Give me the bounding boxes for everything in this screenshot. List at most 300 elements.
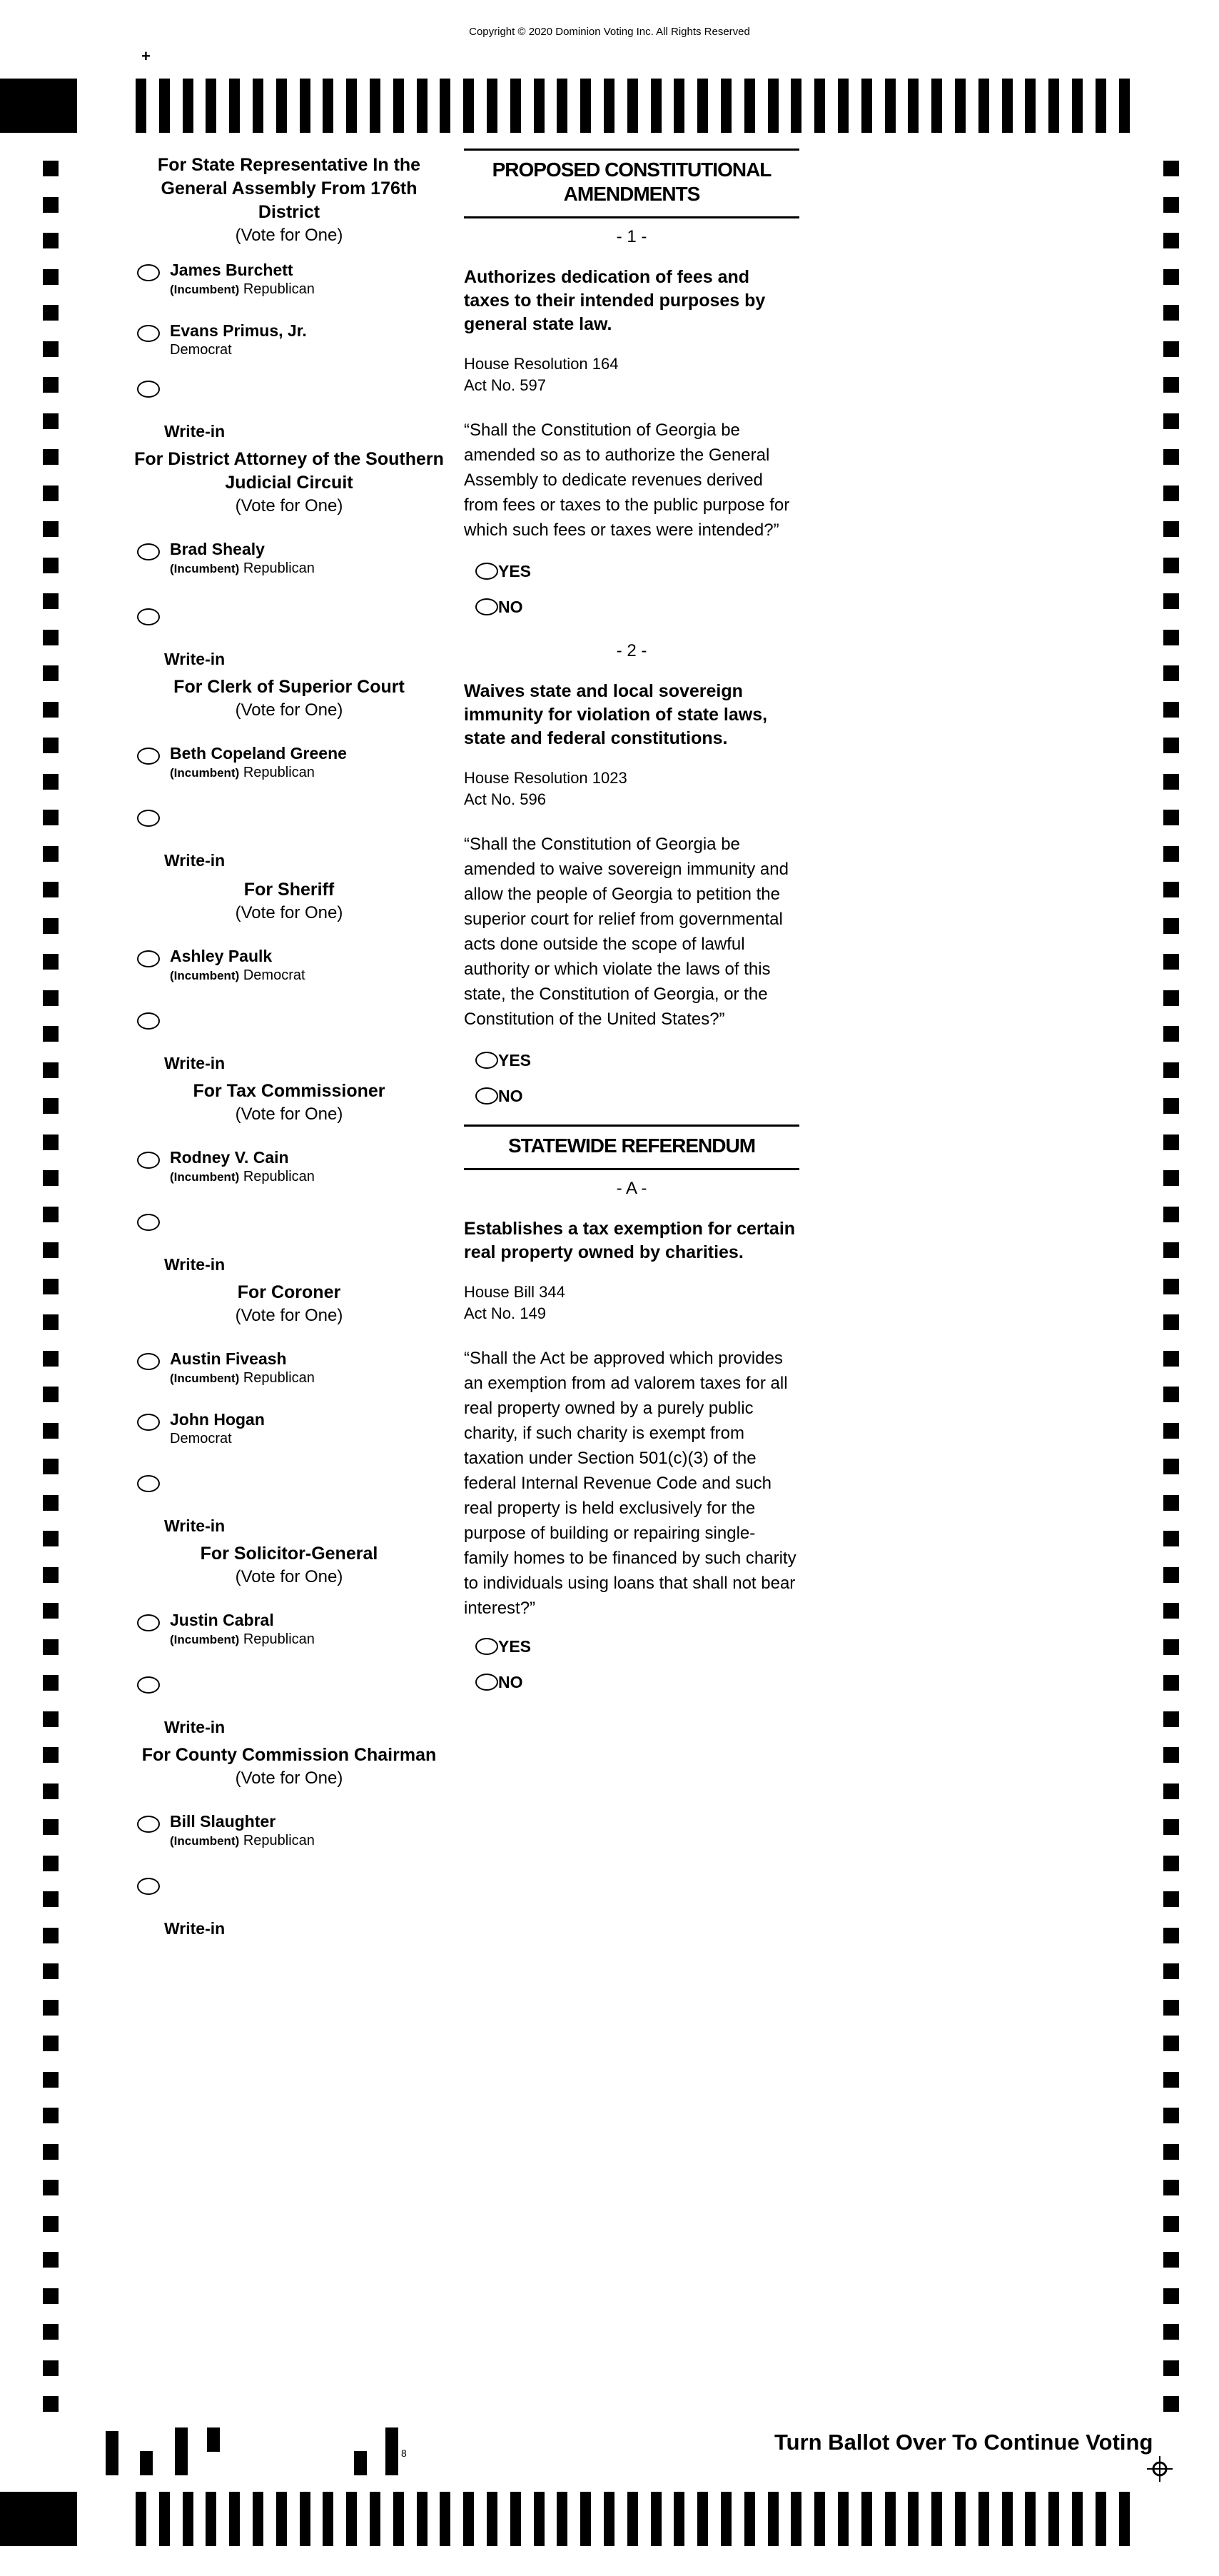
side-timing-mark [1163,1856,1179,1871]
vote-bubble[interactable] [137,1676,160,1694]
side-timing-mark [43,1639,59,1655]
vote-bubble[interactable] [137,1152,160,1169]
side-timing-mark [1163,1314,1179,1330]
timing-mark [931,2492,942,2546]
write-in-option[interactable] [128,605,450,668]
candidate-option[interactable] [128,539,450,578]
side-timing-mark [43,1098,59,1114]
referendum-description: Establishes a tax exemption for certain real property owned by charities. [464,1219,796,1262]
yes-option[interactable] [464,561,799,597]
side-timing-mark [1163,1675,1179,1691]
timing-mark [300,79,310,133]
timing-mark [978,2492,989,2546]
timing-mark [1096,79,1106,133]
side-timing-mark [1163,2360,1179,2376]
contest-coroner [128,1281,450,1535]
write-in-label: Write-in [164,1919,226,1938]
side-timing-mark [1163,665,1179,681]
amendment-1 [464,227,799,633]
write-in-option[interactable] [128,1674,450,1736]
candidate-option[interactable] [128,743,450,783]
ballot-questions-column [464,149,799,1708]
timing-mark [627,79,638,133]
yes-label: YES [498,1051,532,1070]
timing-mark [1096,2492,1106,2546]
side-timing-mark [1163,1387,1179,1402]
vote-bubble[interactable] [475,1052,498,1069]
side-timing-mark [1163,846,1179,862]
timing-mark [370,2492,380,2546]
vote-bubble[interactable] [475,1087,498,1105]
side-timing-mark [43,2360,59,2376]
contest-clerk-superior-court [128,675,450,870]
timing-mark [627,2492,638,2546]
timing-mark [393,79,404,133]
write-in-option[interactable] [128,1211,450,1274]
timing-mark [136,2492,146,2546]
side-timing-mark [43,2000,59,2016]
side-timing-mark [43,593,59,609]
timing-mark [955,79,966,133]
contest-title: For Sheriff [243,880,335,900]
timing-mark [931,79,942,133]
side-timing-mark [1163,341,1179,357]
side-timing-mark [43,377,59,393]
timing-mark [814,2492,825,2546]
side-timing-mark [1163,2180,1179,2195]
side-timing-mark [1163,2252,1179,2268]
side-timing-mark [1163,1423,1179,1439]
side-timing-mark [1163,2216,1179,2232]
side-timing-mark [1163,1351,1179,1367]
candidate-option[interactable] [128,321,450,359]
side-timing-mark [43,1747,59,1763]
barcode-bar [175,2427,188,2475]
vote-bubble[interactable] [475,1674,498,1691]
side-timing-mark [43,2072,59,2088]
vote-bubble[interactable] [137,1012,160,1030]
barcode-bar [106,2431,118,2475]
timing-mark [1048,79,1059,133]
side-timing-mark [43,1242,59,1258]
vote-bubble[interactable] [137,1614,160,1631]
side-timing-mark [43,2036,59,2051]
timing-mark [721,2492,732,2546]
side-timing-mark [43,1062,59,1078]
side-timing-mark [43,2324,59,2340]
side-timing-mark [1163,233,1179,248]
side-timing-mark [1163,485,1179,501]
side-timing-mark [1163,161,1179,176]
vote-for-instruction: (Vote for One) [235,1769,343,1788]
side-timing-mark [1163,1207,1179,1222]
timing-mark [604,79,614,133]
side-timing-mark [1163,305,1179,321]
timing-block [0,2492,77,2546]
timing-mark [1025,2492,1036,2546]
contest-state-representative [128,154,450,441]
timing-mark [814,79,825,133]
amendment-question: “Shall the Constitution of Georgia be amended so as to authorize the General Assembly to dedicate revenues derived from fees or taxes to the public purpose for which such fees or taxes were intended?” [464,421,790,540]
timing-mark [651,2492,662,2546]
copyright-notice: Copyright © 2020 Dominion Voting Inc. All Rights Reserved [469,26,750,38]
side-timing-mark [43,1675,59,1691]
candidate-option[interactable] [128,1409,450,1448]
timing-mark [510,2492,521,2546]
side-timing-mark [1163,1459,1179,1474]
side-timing-mark [43,413,59,429]
side-timing-mark [1163,377,1179,393]
timing-mark [323,2492,333,2546]
timing-mark [651,79,662,133]
side-timing-mark [43,2252,59,2268]
vote-bubble[interactable] [475,563,498,580]
side-timing-mark [43,810,59,825]
timing-mark [768,79,779,133]
side-timing-mark [1163,882,1179,897]
turn-over-instruction: Turn Ballot Over To Continue Voting [774,2430,1153,2455]
contest-title: For County Commission Chairman [141,1745,437,1765]
timing-mark [463,2492,474,2546]
timing-mark [697,2492,708,2546]
amendment-2 [464,641,799,1122]
timing-mark [370,79,380,133]
vote-bubble[interactable] [137,1414,160,1431]
vote-bubble[interactable] [137,543,160,560]
side-timing-mark [43,774,59,790]
side-timing-mark [1163,1891,1179,1907]
side-timing-mark [43,1170,59,1186]
timing-mark [534,2492,545,2546]
side-timing-mark [1163,810,1179,825]
side-timing-mark [43,1567,59,1583]
candidate-name: James Burchett [170,261,293,279]
timing-mark [276,2492,287,2546]
vote-bubble[interactable] [137,810,160,827]
side-timing-mark [43,1711,59,1727]
side-timing-mark [1163,1567,1179,1583]
candidate-name: Justin Cabral [170,1611,274,1629]
timing-mark [908,2492,919,2546]
timing-mark [510,79,521,133]
timing-mark [580,79,591,133]
amendment-question: “Shall the Constitution of Georgia be amended to waive sovereign immunity and allow the people of Georgia to petition the superior court for relief from governmental acts done outside the scope of lawful authority or which violate the laws of this state, the Constitution of Georgia, or the Constitution of the United States?” [464,835,789,1029]
side-timing-mark [43,702,59,718]
side-timing-mark [43,630,59,645]
timing-mark [908,79,919,133]
side-timing-mark [1163,593,1179,609]
vote-bubble[interactable] [137,1878,160,1895]
candidate-party: (Incumbent) Republican [170,1631,315,1647]
yes-option[interactable] [464,1050,799,1086]
side-timing-mark [1163,2144,1179,2160]
top-timing-track [0,79,1219,133]
vote-bubble[interactable] [137,1816,160,1833]
barcode-bar [207,2427,220,2452]
contest-county-commission-chairman [128,1744,450,1938]
side-timing-mark [1163,1242,1179,1258]
timing-mark [1002,79,1013,133]
side-timing-mark [43,521,59,537]
candidate-option[interactable] [128,1349,450,1388]
timing-mark [744,2492,755,2546]
candidate-name: Ashley Paulk [170,947,273,965]
write-in-label: Write-in [164,851,226,870]
side-timing-mark [1163,2072,1179,2088]
referendum-question: “Shall the Act be approved which provides an exemption from ad valorem taxes for all real property owned by a purely public charity, if such charity is exempt from taxation under Section 501(c)(3) of the federal Internal Revenue Code and such real property is held exclusively for the purpose of building or repairing single-family homes to be financed by such charity to individuals using loans that shall not bear interest?” [464,1349,796,1618]
timing-mark [674,2492,684,2546]
write-in-label: Write-in [164,1054,226,1072]
registration-plus-mark: + [141,47,151,65]
timing-mark [136,79,146,133]
write-in-option[interactable] [128,378,450,441]
side-timing-mark [1163,1495,1179,1511]
side-timing-mark [43,2144,59,2160]
no-option[interactable] [464,597,799,633]
side-timing-mark [1163,1639,1179,1655]
side-timing-mark [43,1279,59,1294]
timing-mark [534,79,545,133]
timing-mark [276,79,287,133]
side-timing-mark [43,738,59,753]
side-timing-mark [1163,1603,1179,1619]
side-timing-mark [43,1026,59,1042]
side-timing-mark [1163,918,1179,934]
candidate-name: Brad Shealy [170,540,265,558]
contest-title: For Clerk of Superior Court [173,677,405,697]
side-timing-mark [43,2216,59,2232]
timing-mark [229,79,240,133]
candidate-party: (Incumbent) Republican [170,765,315,780]
amendment-description: Authorizes dedication of fees and taxes to their intended purposes by general state law. [464,267,766,334]
vote-bubble[interactable] [137,748,160,765]
candidate-party: Democrat [170,1431,232,1447]
timing-mark [1072,79,1083,133]
side-timing-mark [43,2180,59,2195]
vote-for-instruction: (Vote for One) [235,1105,343,1124]
timing-mark [300,2492,310,2546]
side-timing-mark [1163,1783,1179,1799]
side-timing-mark [1163,1062,1179,1078]
side-timing-mark [43,1387,59,1402]
timing-mark [557,79,567,133]
timing-mark [885,2492,896,2546]
side-timing-mark [1163,702,1179,718]
candidate-option[interactable] [128,946,450,985]
candidate-party: Democrat [170,342,232,358]
side-timing-mark [43,558,59,573]
side-timing-mark [1163,954,1179,970]
bottom-timing-track [0,2492,1219,2546]
timing-mark [557,2492,567,2546]
timing-mark [206,79,216,133]
no-option[interactable] [464,1086,799,1122]
amendment-reference: House Resolution 1023 Act No. 596 [464,769,627,808]
candidate-party: (Incumbent) Republican [170,1370,315,1386]
yes-label: YES [498,562,532,580]
side-timing-mark [43,1963,59,1979]
timing-mark [346,79,357,133]
yes-option[interactable] [464,1636,799,1672]
timing-block [0,79,77,133]
write-in-label: Write-in [164,1516,226,1535]
timing-mark [487,79,497,133]
vote-bubble[interactable] [475,598,498,615]
vote-for-instruction: (Vote for One) [235,1567,343,1586]
vote-bubble[interactable] [137,950,160,967]
candidate-option[interactable] [128,1811,450,1851]
vote-bubble[interactable] [137,381,160,398]
side-timing-mark [1163,1711,1179,1727]
side-timing-mark [1163,774,1179,790]
write-in-option[interactable] [128,1472,450,1535]
referendum-a [464,1179,799,1708]
candidate-party: (Incumbent) Republican [170,281,315,297]
contest-solicitor-general [128,1542,450,1736]
side-timing-mark [1163,630,1179,645]
timing-mark [1072,2492,1083,2546]
side-timing-mark [43,1531,59,1546]
side-timing-mark [43,2288,59,2304]
vote-for-instruction: (Vote for One) [235,903,343,922]
timing-mark [206,2492,216,2546]
side-timing-mark [43,882,59,897]
write-in-option[interactable] [128,1010,450,1072]
write-in-label: Write-in [164,1255,226,1274]
timing-mark [1025,79,1036,133]
side-timing-mark [1163,2324,1179,2340]
candidate-name: Austin Fiveash [170,1349,287,1368]
no-option[interactable] [464,1672,799,1708]
timing-mark [440,2492,450,2546]
timing-mark [229,2492,240,2546]
side-timing-mark [43,161,59,176]
amendment-description: Waives state and local sovereign immunity for violation of state laws, state and federal constitutions. [464,681,768,748]
side-timing-mark [43,1819,59,1835]
no-label: NO [498,1087,523,1105]
side-timing-mark [43,269,59,285]
side-timing-mark [1163,1279,1179,1294]
contest-title: For District Attorney of the Southern Judicial Circuit [134,449,444,493]
contest-title: For Solicitor-General [200,1544,378,1564]
timing-mark [697,79,708,133]
side-timing-mark [1163,269,1179,285]
side-timing-mark [1163,521,1179,537]
candidate-name: Evans Primus, Jr. [170,321,307,340]
side-timing-mark [43,1928,59,1943]
timing-mark [721,79,732,133]
contest-tax-commissioner [128,1080,450,1274]
side-timing-mark [43,305,59,321]
timing-mark [978,79,989,133]
vote-bubble[interactable] [137,325,160,342]
timing-mark [580,2492,591,2546]
contest-title: For State Representative In the General Assembly From 176th District [157,155,421,222]
timing-mark [253,2492,263,2546]
side-timing-mark [43,1207,59,1222]
side-timing-mark [1163,1531,1179,1546]
timing-mark [1048,2492,1059,2546]
no-label: NO [498,598,523,616]
barcode-bar [354,2451,367,2475]
timing-mark [417,2492,428,2546]
candidate-name: Rodney V. Cain [170,1148,289,1167]
timing-mark [674,79,684,133]
side-timing-mark [43,485,59,501]
side-timing-mark [43,918,59,934]
timing-mark [253,79,263,133]
side-timing-mark [1163,449,1179,465]
candidate-party: (Incumbent) Republican [170,1169,315,1184]
timing-mark [791,79,801,133]
side-timing-mark [43,2108,59,2123]
timing-mark [346,2492,357,2546]
timing-mark [604,2492,614,2546]
vote-bubble[interactable] [137,1475,160,1492]
amendment-number: - 1 - [616,227,647,246]
candidate-party: (Incumbent) Democrat [170,967,305,983]
side-timing-mark [1163,413,1179,429]
candidate-name: John Hogan [170,1410,265,1429]
side-timing-mark [43,1856,59,1871]
candidate-option[interactable] [128,1610,450,1649]
candidate-contests-column [128,154,450,1938]
timing-mark [183,79,193,133]
write-in-option[interactable] [128,807,450,870]
side-timing-mark [43,1783,59,1799]
side-timing-mark [1163,2108,1179,2123]
side-timing-mark [43,1891,59,1907]
yes-label: YES [498,1637,532,1656]
timing-mark [463,79,474,133]
side-timing-mark [1163,2396,1179,2412]
vote-bubble[interactable] [475,1638,498,1655]
timing-mark [768,2492,779,2546]
vote-bubble[interactable] [137,1353,160,1370]
candidate-name: Beth Copeland Greene [170,744,347,763]
side-timing-mark [43,197,59,213]
timing-mark [791,2492,801,2546]
side-timing-mark [43,2396,59,2412]
side-timing-mark [1163,990,1179,1006]
side-timing-mark [43,1134,59,1150]
timing-mark [183,2492,193,2546]
side-timing-mark [1163,1819,1179,1835]
vote-bubble[interactable] [137,1214,160,1231]
contest-district-attorney [128,448,450,668]
timing-mark [487,2492,497,2546]
vote-for-instruction: (Vote for One) [235,700,343,720]
candidate-party: (Incumbent) Republican [170,1833,315,1848]
vote-bubble[interactable] [137,264,160,281]
timing-mark [1002,2492,1013,2546]
side-timing-mark [1163,197,1179,213]
barcode-glyph: 8 [401,2447,407,2459]
referendum-reference: House Bill 344 Act No. 149 [464,1283,565,1322]
side-timing-mark [43,990,59,1006]
candidate-option[interactable] [128,260,450,299]
timing-mark [440,79,450,133]
side-timing-mark [43,846,59,862]
side-timing-mark [1163,738,1179,753]
contest-sheriff [128,878,450,1072]
candidate-option[interactable] [128,1147,450,1187]
contest-title: For Tax Commissioner [193,1081,385,1101]
write-in-option[interactable] [128,1875,450,1938]
side-timing-mark [43,1423,59,1439]
no-label: NO [498,1673,523,1691]
vote-bubble[interactable] [137,608,160,625]
